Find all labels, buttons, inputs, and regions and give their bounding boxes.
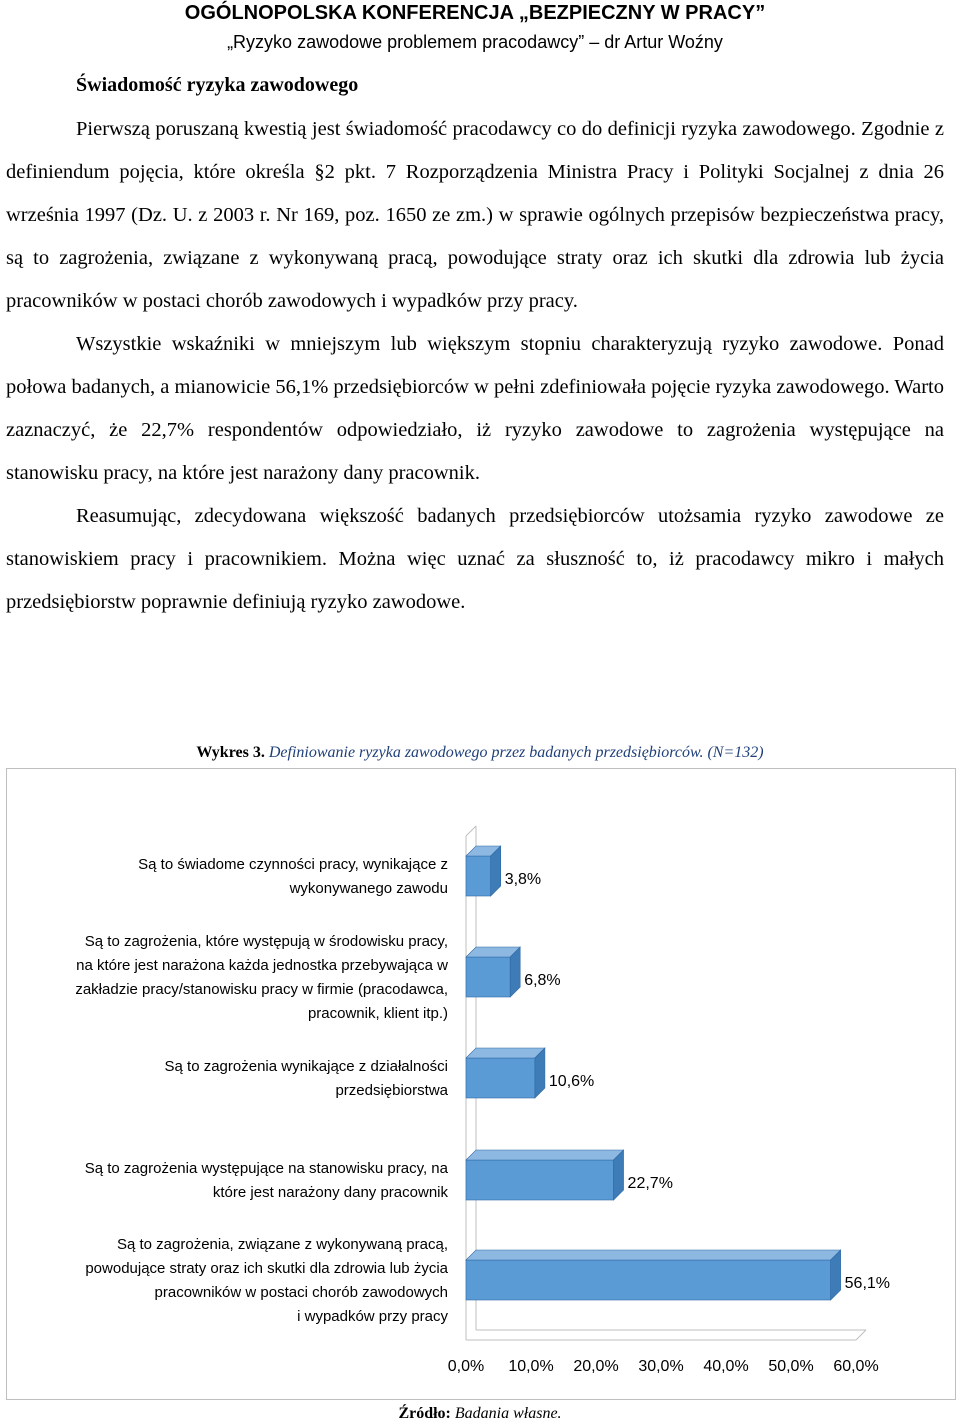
- bar: [466, 1260, 831, 1300]
- x-tick-label: 40,0%: [703, 1358, 749, 1375]
- axis-bottom-depth: [856, 1330, 866, 1340]
- category-label: Są to zagrożenia, związane z wykonywaną pracą,: [116, 1236, 448, 1253]
- category-label: i wypadków przy pracy: [297, 1308, 448, 1325]
- x-tick-label: 10,0%: [508, 1358, 554, 1375]
- data-label: 56,1%: [844, 1275, 891, 1292]
- category-label: pracowników w postaci chorób zawodowych: [154, 1284, 448, 1301]
- x-tick-label: 30,0%: [638, 1358, 684, 1375]
- bar-top: [466, 1250, 841, 1260]
- category-label: które jest narażony dany pracownik: [212, 1184, 448, 1201]
- source-note: [0, 1405, 960, 1423]
- x-tick-label: 60,0%: [833, 1358, 879, 1375]
- data-label: 22,7%: [627, 1175, 673, 1192]
- category-label: Są to świadome czynności pracy, wynikające z: [138, 856, 448, 873]
- x-tick-label: 0,0%: [447, 1358, 485, 1375]
- category-label: na które jest narażona każda jednostka przebywająca w: [76, 957, 448, 974]
- bar-top: [466, 1150, 624, 1160]
- caption-label: Wykres 3.: [196, 744, 265, 761]
- x-tick-label: 20,0%: [573, 1358, 619, 1375]
- bar-top: [466, 1048, 545, 1058]
- category-label: powodujące straty oraz ich skutki dla zdrowia lub życia: [85, 1260, 448, 1277]
- header-conference-title: OGÓLNOPOLSKA KONFERENCJA „BEZPIECZNY W PRACY”: [184, 2, 766, 24]
- header-subtitle: „Ryzyko zawodowe problemem pracodawcy” – dr Artur Woźny: [227, 32, 723, 52]
- category-label: zakładzie pracy/stanowisku pracy w firmie (pracodawca,: [75, 981, 448, 998]
- category-label: przedsiębiorstwa: [335, 1082, 448, 1099]
- bar: [466, 1160, 614, 1200]
- bar: [466, 1058, 535, 1098]
- category-label: wykonywanego zawodu: [289, 880, 448, 897]
- data-label: 6,8%: [524, 972, 561, 989]
- category-label: pracownik, klient itp.): [307, 1005, 448, 1022]
- x-tick-label: 50,0%: [768, 1358, 814, 1375]
- category-label: Są to zagrożenia występujące na stanowisku pracy, na: [84, 1160, 448, 1177]
- caption-text: Definiowanie ryzyka zawodowego przez badanych przedsiębiorców. (N=132): [268, 744, 764, 761]
- source-text: Badania własne.: [454, 1405, 562, 1422]
- category-label: Są to zagrożenia wynikające z działalności: [164, 1058, 448, 1075]
- paragraph-2: Wszystkie wskaźniki w mniejszym lub większym stopniu charakteryzują ryzyko zawodowe. Ponad połowa badanych, a mianowicie 56,1% przedsiębiorców w pełni zdefiniowała pojęcie ryzyka zawodowego. Warto zaznaczyć, że 22,7% respondentów odpowiedziało, iż ryzyko zawodowe to zagrożenia występujące na stanowisku pracy, na które jest narażony dany pracownik.: [6, 333, 944, 484]
- data-label: 10,6%: [548, 1073, 595, 1090]
- category-label: Są to zagrożenia, które występują w środowisku pracy,: [84, 933, 448, 950]
- bar: [466, 957, 510, 997]
- data-label: 3,8%: [504, 871, 542, 888]
- paragraph-1: Pierwszą poruszaną kwestią jest świadomość pracodawcy co do definicji ryzyka zawodowego. Zgodnie z definiendum pojęcia, które określa §2 pkt. 7 Rozporządzenia Ministra Pracy i Polityki Socjalnej z dnia 26 września 1997 (Dz. U. z 2003 r. Nr 169, poz. 1650 ze zm.) w sprawie ogólnych przepisów bezpieczeństwa pracy, są to zagrożenia, związane z wykonywaną pracą, powodujące straty oraz ich skutki dla zdrowia lub życia pracowników w postaci chorób zawodowych i wypadków przy pracy.: [6, 118, 944, 312]
- paragraph-3: Reasumując, zdecydowana większość badanych przedsiębiorców utożsamia ryzyko zawodowe ze stanowiskiem pracy i pracownikiem. Można więc uznać za słuszność to, iż pracodawcy mikro i małych przedsiębiorstw poprawnie definiują ryzyko zawodowe.: [6, 505, 944, 613]
- section-title: Świadomość ryzyka zawodowego: [76, 74, 359, 96]
- bar: [466, 856, 491, 896]
- axis-top-depth: [466, 826, 476, 836]
- source-label: Źródło:: [398, 1405, 451, 1422]
